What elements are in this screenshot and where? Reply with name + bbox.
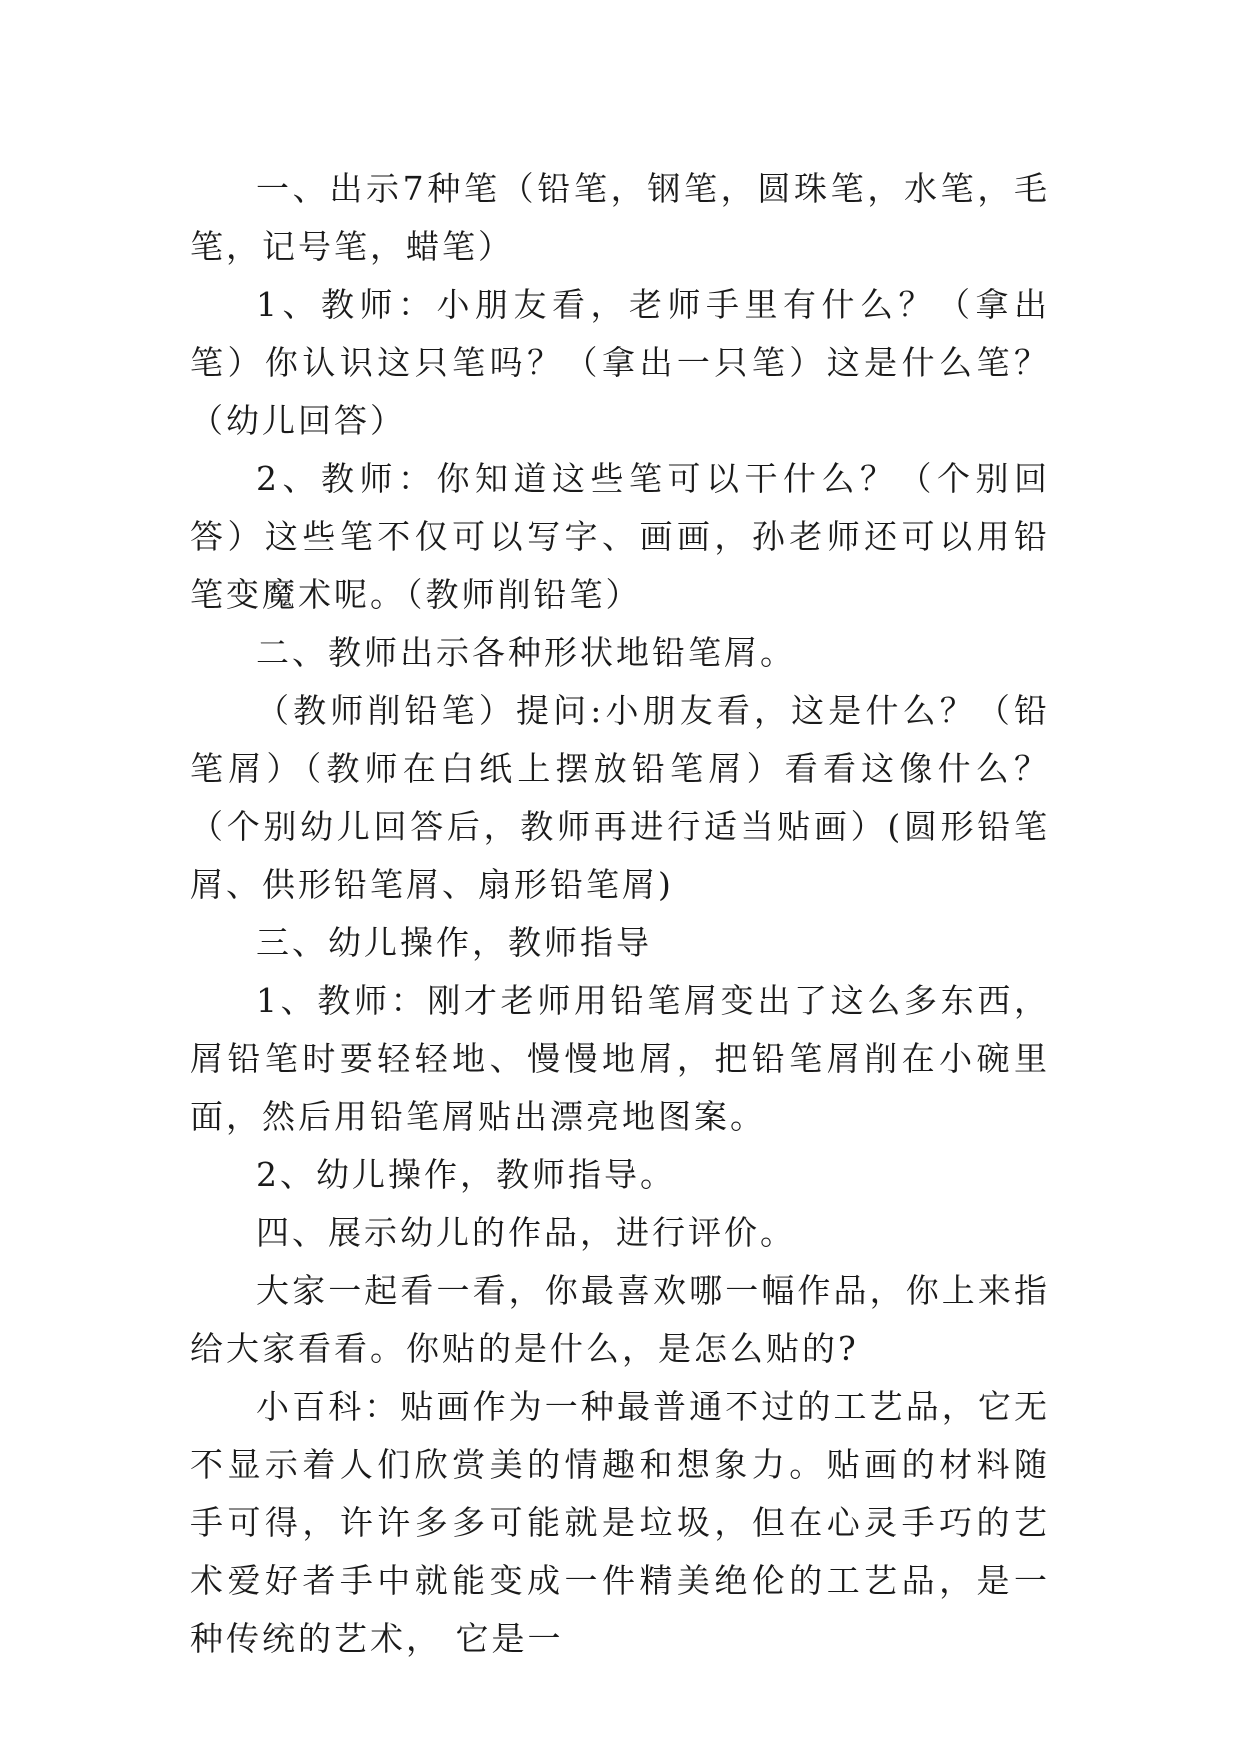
paragraph: 2、幼儿操作，教师指导。 <box>256 1155 676 1194</box>
paragraph: 大家一起看一看，你最喜欢哪一幅作品，你上来指给大家看看。你贴的是什么，是怎么贴的? <box>190 1271 1050 1368</box>
document-body <box>190 160 1050 1668</box>
encyclopedia-paragraph: 小百科：贴画作为一种最普通不过的工艺品，它无不显示着人们欣赏美的情趣和想象力。贴画的材料随手可得，许许多多可能就是垃圾，但在心灵手巧的艺术爱好者手中就能变成一件精美绝伦的工艺品，是一种传统的艺术， 它是一 <box>190 1387 1050 1658</box>
paragraph: 2、教师：你知道这些笔可以干什么？（个别回答）这些笔不仅可以写字、画画，孙老师还可以用铅笔变魔术呢。（教师削铅笔） <box>190 459 1050 614</box>
section-heading-4: 四、展示幼儿的作品，进行评价。 <box>256 1213 796 1252</box>
paragraph: 1、教师：小朋友看，老师手里有什么？（拿出笔）你认识这只笔吗？（拿出一只笔）这是什么笔？（幼儿回答） <box>190 285 1050 440</box>
paragraph: 1、教师：刚才老师用铅笔屑变出了这么多东西，屑铅笔时要轻轻地、慢慢地屑，把铅笔屑削在小碗里面，然后用铅笔屑贴出漂亮地图案。 <box>190 981 1050 1136</box>
section-heading-2: 二、教师出示各种形状地铅笔屑。 <box>256 633 796 672</box>
paragraph: （教师削铅笔）提问:小朋友看，这是什么？（铅笔屑）（教师在白纸上摆放铅笔屑）看看这像什么？（个别幼儿回答后，教师再进行适当贴画）(圆形铅笔屑、供形铅笔屑、扇形铅笔屑) <box>190 691 1050 904</box>
section-heading-1: 一、出示7种笔（铅笔，钢笔，圆珠笔，水笔，毛笔，记号笔，蜡笔） <box>190 169 1050 266</box>
section-heading-3: 三、幼儿操作，教师指导 <box>256 923 652 962</box>
